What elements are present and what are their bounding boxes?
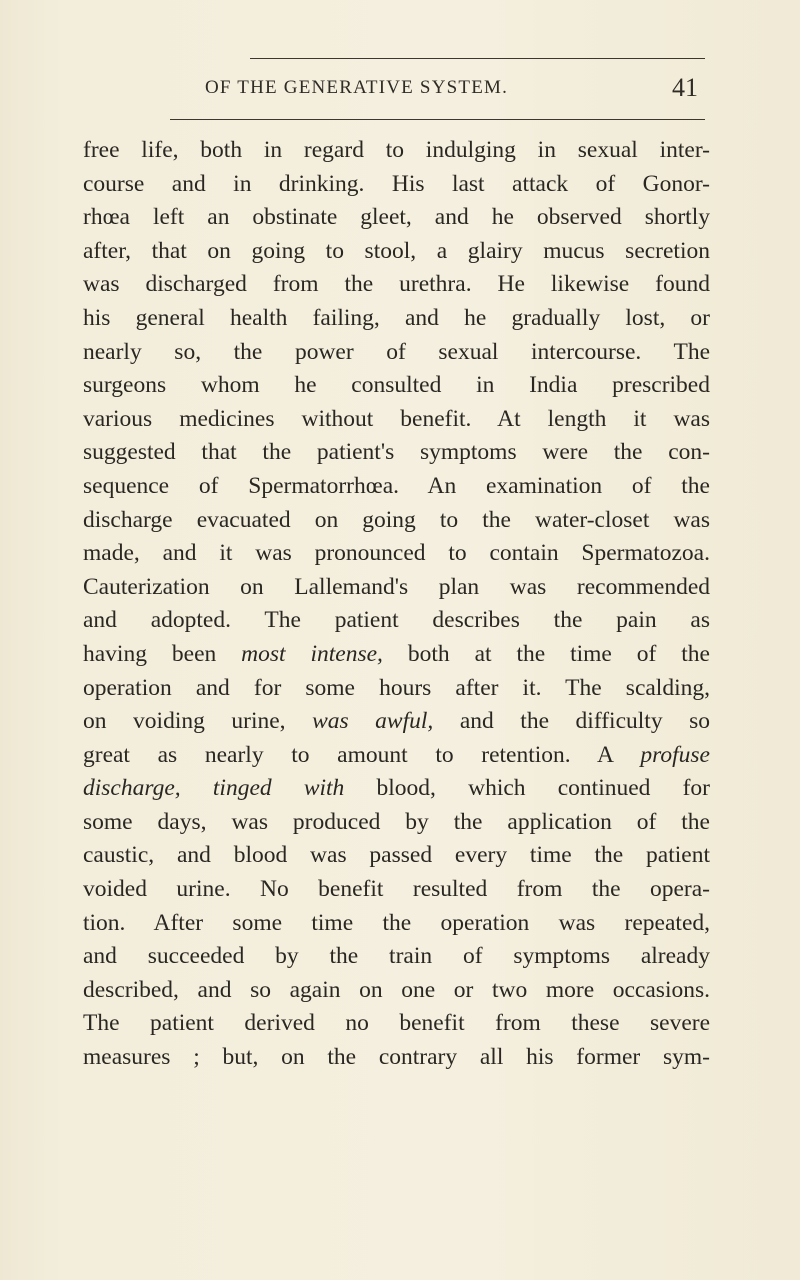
header-rule-top bbox=[250, 58, 705, 59]
text-segment: on voiding urine, bbox=[83, 708, 313, 735]
italic-text: discharge, tinged with bbox=[83, 775, 345, 802]
text-segment: caustic, and blood was passed every time the patient bbox=[83, 842, 710, 869]
text-line bbox=[83, 571, 710, 605]
body-text bbox=[83, 134, 710, 1075]
text-segment: and succeeded by the train of symptoms already bbox=[83, 943, 710, 970]
italic-text: profuse bbox=[640, 741, 710, 768]
text-line bbox=[83, 672, 710, 706]
text-line bbox=[83, 235, 710, 269]
text-segment: free life, both in regard to indulging in sexual inter- bbox=[83, 137, 710, 163]
text-segment: voided urine. No benefit resulted from the opera- bbox=[83, 876, 710, 903]
text-segment: tion. After some time the operation was repeated, bbox=[83, 909, 710, 936]
text-segment: suggested that the patient's symptoms were the con- bbox=[83, 439, 710, 466]
text-segment: various medicines without benefit. At length it was bbox=[83, 405, 710, 432]
text-segment: his general health failing, and he gradually lost, or bbox=[83, 304, 710, 331]
text-line bbox=[83, 268, 710, 302]
text-line bbox=[83, 739, 710, 773]
text-line bbox=[83, 1007, 710, 1041]
text-line bbox=[83, 604, 710, 638]
text-line bbox=[83, 504, 710, 538]
text-segment: some days, was produced by the application of the bbox=[83, 808, 710, 835]
text-segment: and the difficulty so bbox=[433, 708, 710, 735]
header-rule-bottom bbox=[170, 119, 705, 120]
text-segment: made, and it was pronounced to contain Spermatozoa. bbox=[83, 540, 710, 567]
text-segment: course and in drinking. His last attack of Gonor- bbox=[83, 170, 710, 197]
text-segment: rhœa left an obstinate gleet, and he observed shortly bbox=[83, 204, 710, 231]
text-line bbox=[83, 436, 710, 470]
text-segment: discharge evacuated on going to the water-closet was bbox=[83, 506, 710, 533]
text-line bbox=[83, 907, 710, 941]
text-line bbox=[83, 772, 710, 806]
text-line bbox=[83, 839, 710, 873]
text-segment: having been bbox=[83, 640, 242, 667]
text-line bbox=[83, 873, 710, 907]
text-line bbox=[83, 974, 710, 1008]
text-line bbox=[83, 940, 710, 974]
text-segment: nearly so, the power of sexual intercourse. The bbox=[83, 338, 710, 365]
text-segment: operation and for some hours after it. The scalding, bbox=[83, 674, 710, 701]
text-segment: and adopted. The patient describes the pain as bbox=[83, 607, 710, 634]
page-number: 41 bbox=[672, 73, 698, 102]
text-segment: surgeons whom he consulted in India prescribed bbox=[83, 372, 710, 399]
text-segment: great as nearly to amount to retention. A bbox=[83, 741, 641, 768]
text-segment: Cauterization on Lallemand's plan was recommended bbox=[83, 573, 710, 600]
text-line bbox=[83, 168, 710, 202]
text-line bbox=[83, 1041, 710, 1075]
text-line bbox=[83, 201, 710, 235]
text-line bbox=[83, 638, 710, 672]
text-segment: was discharged from the urethra. He likewise found bbox=[83, 271, 710, 298]
italic-text: was awful, bbox=[312, 708, 434, 735]
text-line bbox=[83, 403, 710, 437]
text-line bbox=[83, 705, 710, 739]
text-line bbox=[83, 369, 710, 403]
text-segment: measures ; but, on the contrary all his former sym- bbox=[83, 1044, 710, 1071]
running-title: OF THE GENERATIVE SYSTEM. bbox=[205, 77, 509, 98]
running-header bbox=[0, 73, 800, 103]
text-segment: after, that on going to stool, a glairy mucus secretion bbox=[83, 237, 710, 264]
text-line bbox=[83, 134, 710, 168]
text-line bbox=[83, 470, 710, 504]
text-segment: blood, which continued for bbox=[344, 775, 711, 802]
text-line bbox=[83, 336, 710, 370]
text-line bbox=[83, 302, 710, 336]
text-segment: described, and so again on one or two more occasions. bbox=[83, 976, 710, 1003]
text-line bbox=[83, 806, 710, 840]
text-segment: sequence of Spermatorrhœa. An examination of the bbox=[83, 472, 710, 499]
text-segment: both at the time of the bbox=[382, 640, 710, 667]
italic-text: most intense, bbox=[241, 640, 383, 667]
text-segment: The patient derived no benefit from these severe bbox=[83, 1010, 710, 1037]
text-line bbox=[83, 537, 710, 571]
